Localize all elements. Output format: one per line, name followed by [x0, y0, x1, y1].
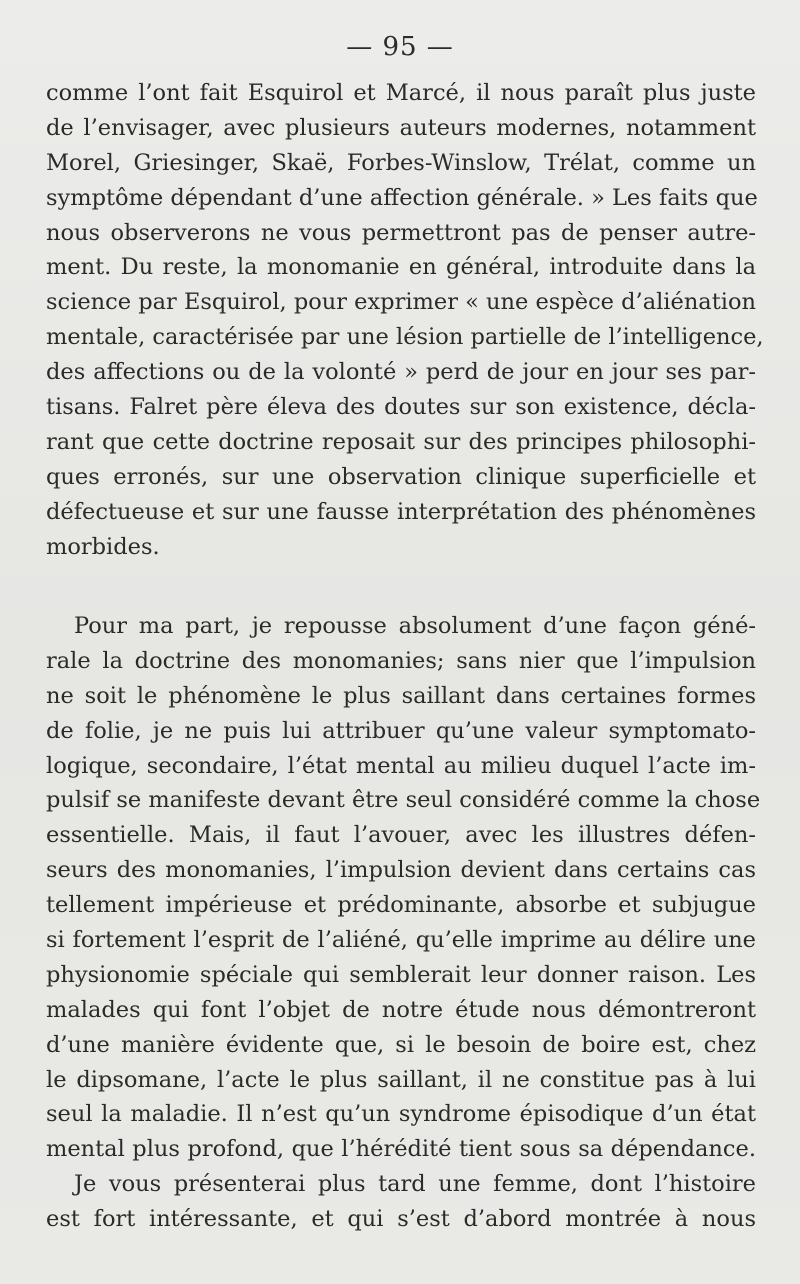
text-line: pulsif se manifeste devant être seul considéré comme la chose — [46, 787, 761, 814]
text-line: est fort intéressante, et qui s’est d’abord montrée à nous — [46, 1206, 756, 1233]
text-line: comme l’ont fait Esquirol et Marcé, il nous paraît plus juste — [46, 80, 756, 106]
text-line: rale la doctrine des monomanies; sans nier que l’impulsion — [46, 647, 756, 674]
text-line: mentale, caractérisée par une lésion partielle de l’intelligence, — [46, 324, 764, 351]
text-line: logique, secondaire, l’état mental au milieu duquel l’acte im- — [46, 752, 756, 779]
text-line: essentielle. Mais, il faut l’avouer, avec les illustres défen- — [46, 822, 756, 849]
text-line: tellement impérieuse et prédominante, absorbe et subjugue — [46, 892, 756, 919]
text-line: Pour ma part, je repousse absolument d’une façon géné- — [74, 613, 756, 639]
text-line: tisans. Falret père éleva des doutes sur son existence, décla- — [46, 394, 756, 421]
page-number: — 95 — — [346, 32, 454, 62]
text-line: symptôme dépendant d’une affection générale. » Les faits que — [46, 184, 758, 211]
text-line: d’une manière évidente que, si le besoin de boire est, chez — [46, 1031, 756, 1058]
text-line: seurs des monomanies, l’impulsion devient dans certains cas — [46, 857, 756, 884]
text-line: malades qui font l’objet de notre étude nous démontreront — [46, 996, 756, 1023]
text-line: ment. Du reste, la monomanie en général, introduite dans la — [46, 254, 756, 281]
text-line: le dipsomane, l’acte le plus saillant, il ne constitue pas à lui — [46, 1066, 756, 1093]
text-line: physionomie spéciale qui semblerait leur donner raison. Les — [46, 961, 756, 988]
text-line: des affections ou de la volonté » perd de jour en jour ses par- — [46, 359, 756, 386]
paragraph-1 — [46, 76, 764, 564]
text-line: nous observerons ne vous permettront pas de penser autre- — [46, 219, 756, 246]
text-line: de folie, je ne puis lui attribuer qu’une valeur symptomato- — [46, 717, 756, 744]
text-line: défectueuse et sur une fausse interprétation des phénomènes — [46, 498, 756, 525]
text-line: ne soit le phénomène le plus saillant dans certaines formes — [46, 682, 756, 709]
text-line: Morel, Griesinger, Skaë, Forbes-Winslow, Trélat, comme un — [46, 149, 756, 176]
paragraph-2 — [46, 609, 761, 1237]
text-line: rant que cette doctrine reposait sur des principes philosophi- — [46, 428, 756, 455]
text-line: ques erronés, sur une observation clinique superficielle et — [46, 463, 756, 490]
text-line: science par Esquirol, pour exprimer « une espèce d’aliénation — [46, 289, 756, 316]
text-line: de l’envisager, avec plusieurs auteurs modernes, notamment — [46, 114, 756, 141]
text-line: Je vous présenterai plus tard une femme, dont l’histoire — [74, 1171, 756, 1198]
text-line: mental plus profond, que l’hérédité tient sous sa dépendance. — [46, 1136, 756, 1163]
text-line: morbides. — [46, 533, 160, 560]
text-line: si fortement l’esprit de l’aliéné, qu’elle imprime au délire une — [46, 927, 756, 954]
text-line: seul la maladie. Il n’est qu’un syndrome épisodique d’un état — [46, 1101, 756, 1128]
